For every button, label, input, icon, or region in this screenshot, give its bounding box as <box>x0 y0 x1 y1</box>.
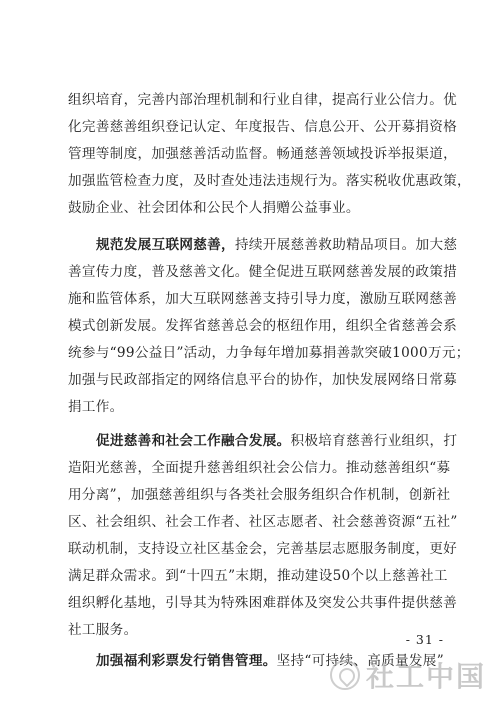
paragraph-3-line-8: 社工服务。 <box>68 622 138 638</box>
paragraph-2-first-line <box>96 236 458 254</box>
paragraph-2-first-rest: 持续开展慈善救助精品项目。加大慈 <box>234 237 458 253</box>
paragraph-3-line-4: 区、社会组织、社会工作者、社区志愿者、社会慈善资源“五社” <box>68 514 458 530</box>
paragraph-2-line-7: 捐工作。 <box>68 399 124 415</box>
paragraph-2-line-4: 模式创新发展。发挥省慈善总会的枢纽作用，组织全省慈善会系 <box>68 318 458 334</box>
paragraph-1-line-2: 化完善慈善组织登记认定、年度报告、信息公开、公开募捐资格 <box>68 119 458 135</box>
paragraph-1-line-1: 组织培育，完善内部治理机制和行业自律，提高行业公信力。优 <box>68 92 458 108</box>
heart-seal-icon <box>330 660 360 690</box>
paragraph-2-line-2: 善宣传力度，普及慈善文化。健全促进互联网慈善发展的政策措 <box>68 264 458 280</box>
paragraph-2-heading: 规范发展互联网慈善， <box>96 237 235 253</box>
paragraph-3-line-5: 联动机制，支持设立社区基金会，完善基层志愿服务制度，更好 <box>68 541 458 557</box>
paragraph-3-heading: 促进慈善和社会工作融合发展。 <box>96 433 291 449</box>
watermark-text: 社工中国 <box>365 660 486 693</box>
paragraph-3-line-3: 用分离”，加强慈善组织与各类社会服务组织合作机制，创新社 <box>68 487 451 503</box>
paragraph-2-line-3: 施和监管体系，加大互联网慈善支持引导力度，激励互联网慈善 <box>68 291 458 307</box>
paragraph-4-first-rest: 坚持“可持续、高质量发展” <box>276 653 444 669</box>
paragraph-3-line-6: 满足群众需求。到“十四五”末期，推动建设50个以上慈善社工 <box>68 568 448 584</box>
paragraph-3-line-7: 组织孵化基地，引导其为特殊困难群体及突发公共事件提供慈善 <box>68 595 458 611</box>
page-number: - 31 - <box>405 632 444 647</box>
paragraph-3-first-line <box>96 432 458 450</box>
paragraph-2-line-5: 统参与“99公益日”活动，力争每年增加募捐善款突破1000万元； <box>68 345 470 361</box>
paragraph-1-line-3: 管理等制度，加强慈善活动监督。畅通慈善领域投诉举报渠道， <box>68 146 458 162</box>
paragraph-4-heading: 加强福利彩票发行销售管理。 <box>96 653 277 669</box>
paragraph-1-line-5: 鼓励企业、社会团体和公民个人捐赠公益事业。 <box>68 200 360 216</box>
paragraph-2-line-6: 加强与民政部指定的网络信息平台的协作，加快发展网络日常募 <box>68 372 458 388</box>
paragraph-1-line-4: 加强监管检查力度，及时查处违法违规行为。落实税收优惠政策， <box>68 173 471 189</box>
watermark <box>330 655 486 695</box>
paragraph-3-line-2: 造阳光慈善，全面提升慈善组织社会公信力。推动慈善组织“募 <box>68 460 451 476</box>
paragraph-3-first-rest: 积极培育慈善行业组织，打 <box>290 433 458 449</box>
